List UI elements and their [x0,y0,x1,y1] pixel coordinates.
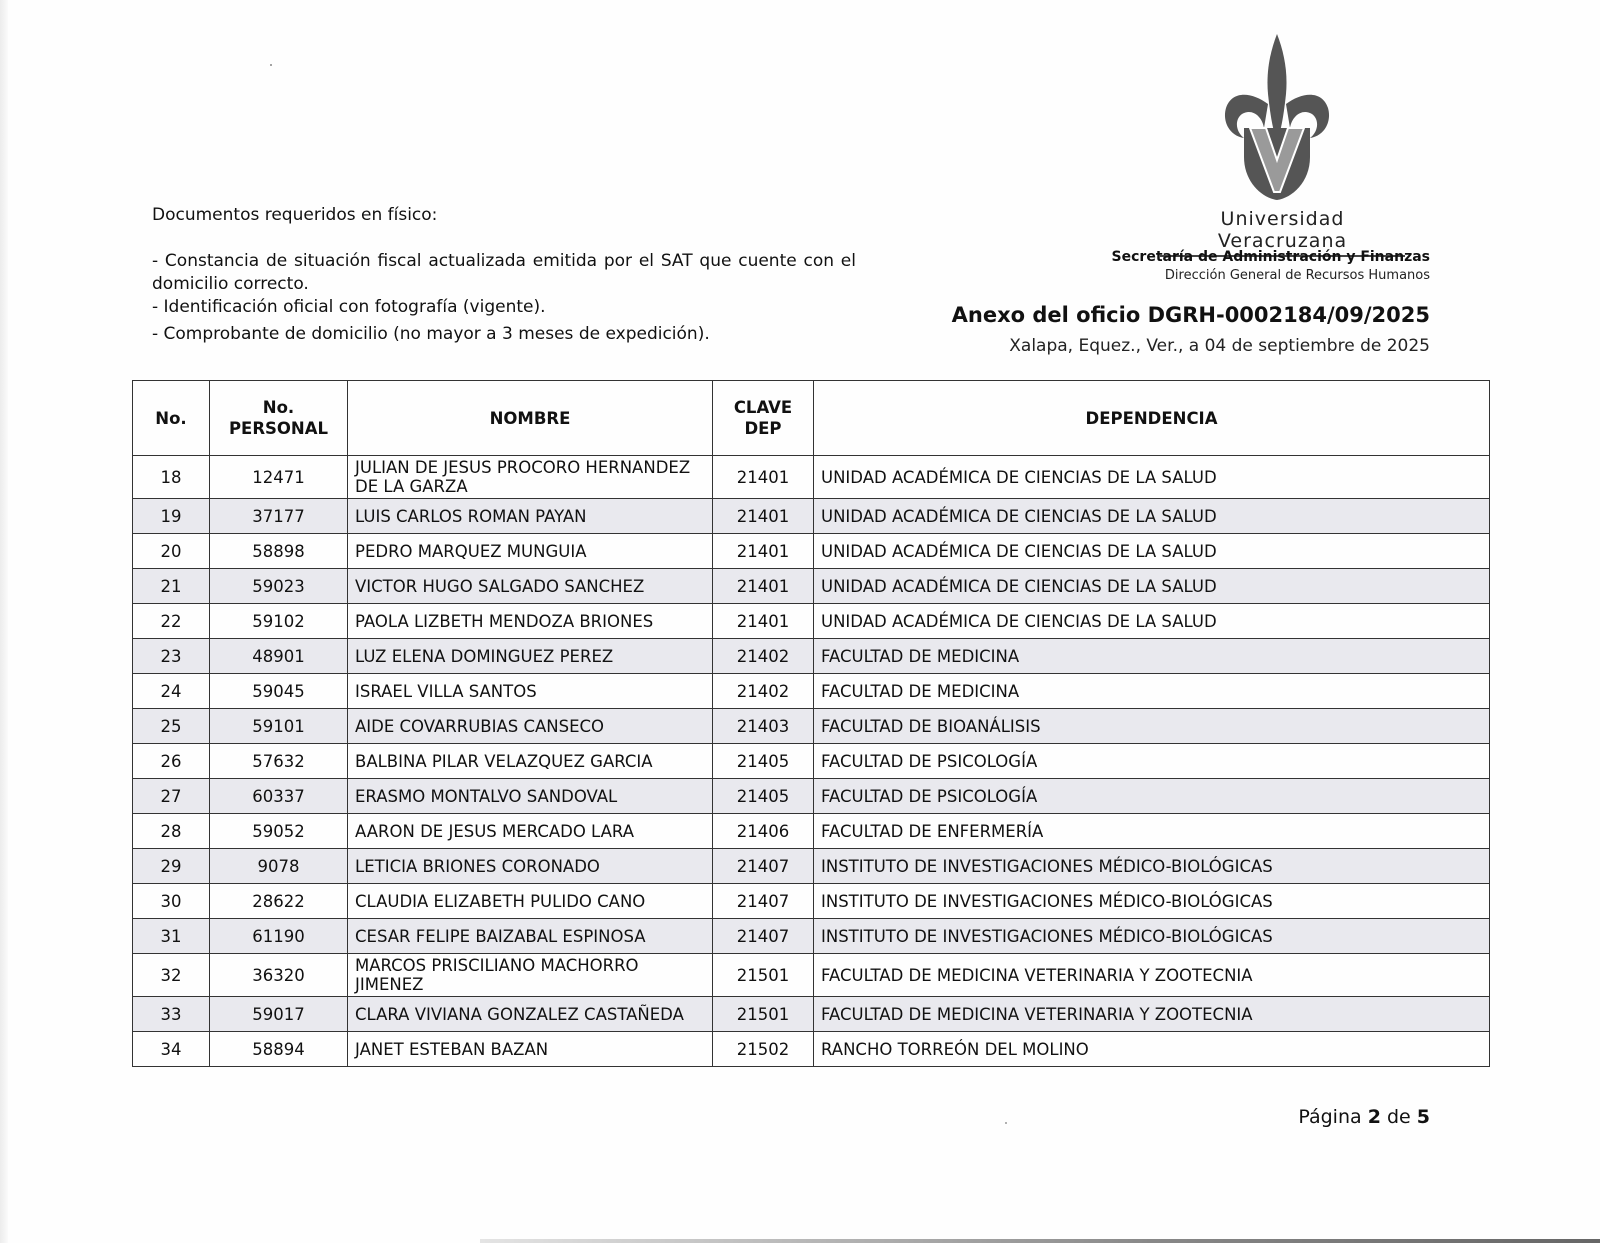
cell-nombre: CESAR FELIPE BAIZABAL ESPINOSA [348,919,713,954]
cell-personal: 9078 [210,849,348,884]
cell-personal: 57632 [210,744,348,779]
cell-no: 22 [133,604,210,639]
header-personal-line2: PERSONAL [228,419,329,438]
cell-no: 33 [133,997,210,1032]
cell-clave-dep: 21405 [713,779,814,814]
cell-personal: 60337 [210,779,348,814]
page-number [1298,1106,1430,1128]
cell-dependencia: FACULTAD DE MEDICINA VETERINARIA Y ZOOTECNIA [814,997,1490,1032]
table-row [133,456,1490,499]
cell-nombre: LUIS CARLOS ROMAN PAYAN [348,499,713,534]
requirement-item: - Comprobante de domicilio (no mayor a 3 meses de expedición). [152,324,710,344]
cell-clave-dep: 21403 [713,709,814,744]
cell-nombre: LETICIA BRIONES CORONADO [348,849,713,884]
cell-dependencia: FACULTAD DE ENFERMERÍA [814,814,1490,849]
cell-dependencia: FACULTAD DE MEDICINA [814,674,1490,709]
table-header-row [133,381,1490,456]
cell-nombre: AARON DE JESUS MERCADO LARA [348,814,713,849]
cell-dependencia: RANCHO TORREÓN DEL MOLINO [814,1032,1490,1067]
cell-personal: 61190 [210,919,348,954]
cell-personal: 58894 [210,1032,348,1067]
header-clave-line2: DEP [744,419,782,438]
table-row [133,849,1490,884]
header-clave-line1: CLAVE [733,398,793,417]
requirement-item: - Constancia de situación fiscal actualizada emitida por el SAT que cuente con el domicilio correcto. [152,251,856,294]
cell-personal: 59017 [210,997,348,1032]
header-personal [210,381,348,456]
university-name: Universidad Veracruzana [1160,208,1405,257]
header-personal-line1: No. [262,398,295,417]
annex-reference: Anexo del oficio DGRH-0002184/09/2025 [951,303,1430,327]
table-row [133,814,1490,849]
header-nombre: NOMBRE [348,381,713,456]
cell-no: 27 [133,779,210,814]
table-row [133,919,1490,954]
cell-nombre: JANET ESTEBAN BAZAN [348,1032,713,1067]
table-row [133,744,1490,779]
cell-clave-dep: 21401 [713,499,814,534]
cell-dependencia: FACULTAD DE PSICOLOGÍA [814,779,1490,814]
current-page: 2 [1367,1106,1381,1128]
cell-clave-dep: 21401 [713,569,814,604]
cell-clave-dep: 21406 [713,814,814,849]
cell-clave-dep: 21402 [713,674,814,709]
cell-nombre: BALBINA PILAR VELAZQUEZ GARCIA [348,744,713,779]
cell-no: 26 [133,744,210,779]
cell-nombre: AIDE COVARRUBIAS CANSECO [348,709,713,744]
cell-personal: 12471 [210,456,348,499]
cell-dependencia: UNIDAD ACADÉMICA DE CIENCIAS DE LA SALUD [814,569,1490,604]
cell-no: 20 [133,534,210,569]
cell-personal: 28622 [210,884,348,919]
of-word: de [1386,1106,1411,1128]
table-row [133,954,1490,997]
cell-dependencia: UNIDAD ACADÉMICA DE CIENCIAS DE LA SALUD [814,604,1490,639]
cell-no: 28 [133,814,210,849]
cell-personal: 59052 [210,814,348,849]
table-row [133,569,1490,604]
table-row [133,1032,1490,1067]
cell-clave-dep: 21402 [713,639,814,674]
cell-personal: 48901 [210,639,348,674]
cell-personal: 59101 [210,709,348,744]
table-row [133,997,1490,1032]
cell-clave-dep: 21407 [713,884,814,919]
cell-no: 29 [133,849,210,884]
universidad-veracruzana-logo-icon [1222,32,1332,202]
cell-dependencia: UNIDAD ACADÉMICA DE CIENCIAS DE LA SALUD [814,534,1490,569]
table-row [133,604,1490,639]
table-row [133,499,1490,534]
cell-nombre: JULIAN DE JESUS PROCORO HERNANDEZ DE LA GARZA [348,456,713,499]
cell-personal: 59102 [210,604,348,639]
table-row [133,779,1490,814]
cell-no: 30 [133,884,210,919]
scan-edge-shadow [0,0,8,1243]
cell-dependencia: FACULTAD DE BIOANÁLISIS [814,709,1490,744]
header-no: No. [133,381,210,456]
cell-personal: 37177 [210,499,348,534]
header-dependencia: DEPENDENCIA [814,381,1490,456]
cell-nombre: LUZ ELENA DOMINGUEZ PEREZ [348,639,713,674]
cell-no: 25 [133,709,210,744]
cell-nombre: VICTOR HUGO SALGADO SANCHEZ [348,569,713,604]
cell-clave-dep: 21502 [713,1032,814,1067]
cell-nombre: PEDRO MARQUEZ MUNGUIA [348,534,713,569]
place-date: Xalapa, Equez., Ver., a 04 de septiembre de 2025 [1009,336,1430,356]
cell-clave-dep: 21407 [713,849,814,884]
table-row [133,674,1490,709]
requirements-title: Documentos requeridos en físico: [152,205,438,225]
cell-personal: 59045 [210,674,348,709]
table-row [133,639,1490,674]
cell-clave-dep: 21501 [713,997,814,1032]
cell-dependencia: UNIDAD ACADÉMICA DE CIENCIAS DE LA SALUD [814,456,1490,499]
cell-personal: 36320 [210,954,348,997]
secretariat-name: Secretaría de Administración y Finanzas [1111,249,1430,265]
cell-personal: 59023 [210,569,348,604]
cell-no: 31 [133,919,210,954]
total-pages: 5 [1416,1106,1430,1128]
page-word: Página [1298,1106,1362,1128]
cell-nombre: CLAUDIA ELIZABETH PULIDO CANO [348,884,713,919]
cell-nombre: MARCOS PRISCILIANO MACHORRO JIMENEZ [348,954,713,997]
cell-no: 34 [133,1032,210,1067]
personnel-table [132,380,1490,1067]
scan-speck [270,64,272,66]
requirements-list [152,250,856,346]
scan-bottom-edge [480,1239,1600,1243]
cell-nombre: ERASMO MONTALVO SANDOVAL [348,779,713,814]
cell-dependencia: FACULTAD DE MEDICINA [814,639,1490,674]
directorate-name: Dirección General de Recursos Humanos [1164,268,1430,283]
cell-clave-dep: 21405 [713,744,814,779]
cell-personal: 58898 [210,534,348,569]
scan-speck [1005,1122,1007,1124]
table-row [133,884,1490,919]
cell-dependencia: INSTITUTO DE INVESTIGACIONES MÉDICO-BIOLÓGICAS [814,884,1490,919]
cell-no: 23 [133,639,210,674]
cell-no: 21 [133,569,210,604]
cell-no: 19 [133,499,210,534]
cell-clave-dep: 21401 [713,534,814,569]
cell-no: 32 [133,954,210,997]
requirement-item: - Identificación oficial con fotografía (vigente). [152,297,546,317]
cell-dependencia: FACULTAD DE PSICOLOGÍA [814,744,1490,779]
cell-nombre: PAOLA LIZBETH MENDOZA BRIONES [348,604,713,639]
cell-dependencia: UNIDAD ACADÉMICA DE CIENCIAS DE LA SALUD [814,499,1490,534]
table-row [133,534,1490,569]
cell-clave-dep: 21401 [713,456,814,499]
cell-dependencia: INSTITUTO DE INVESTIGACIONES MÉDICO-BIOLÓGICAS [814,919,1490,954]
cell-clave-dep: 21501 [713,954,814,997]
cell-no: 18 [133,456,210,499]
cell-nombre: ISRAEL VILLA SANTOS [348,674,713,709]
cell-dependencia: INSTITUTO DE INVESTIGACIONES MÉDICO-BIOLÓGICAS [814,849,1490,884]
cell-nombre: CLARA VIVIANA GONZALEZ CASTAÑEDA [348,997,713,1032]
table-row [133,709,1490,744]
header-clave-dep [713,381,814,456]
cell-clave-dep: 21407 [713,919,814,954]
cell-clave-dep: 21401 [713,604,814,639]
cell-no: 24 [133,674,210,709]
cell-dependencia: FACULTAD DE MEDICINA VETERINARIA Y ZOOTECNIA [814,954,1490,997]
